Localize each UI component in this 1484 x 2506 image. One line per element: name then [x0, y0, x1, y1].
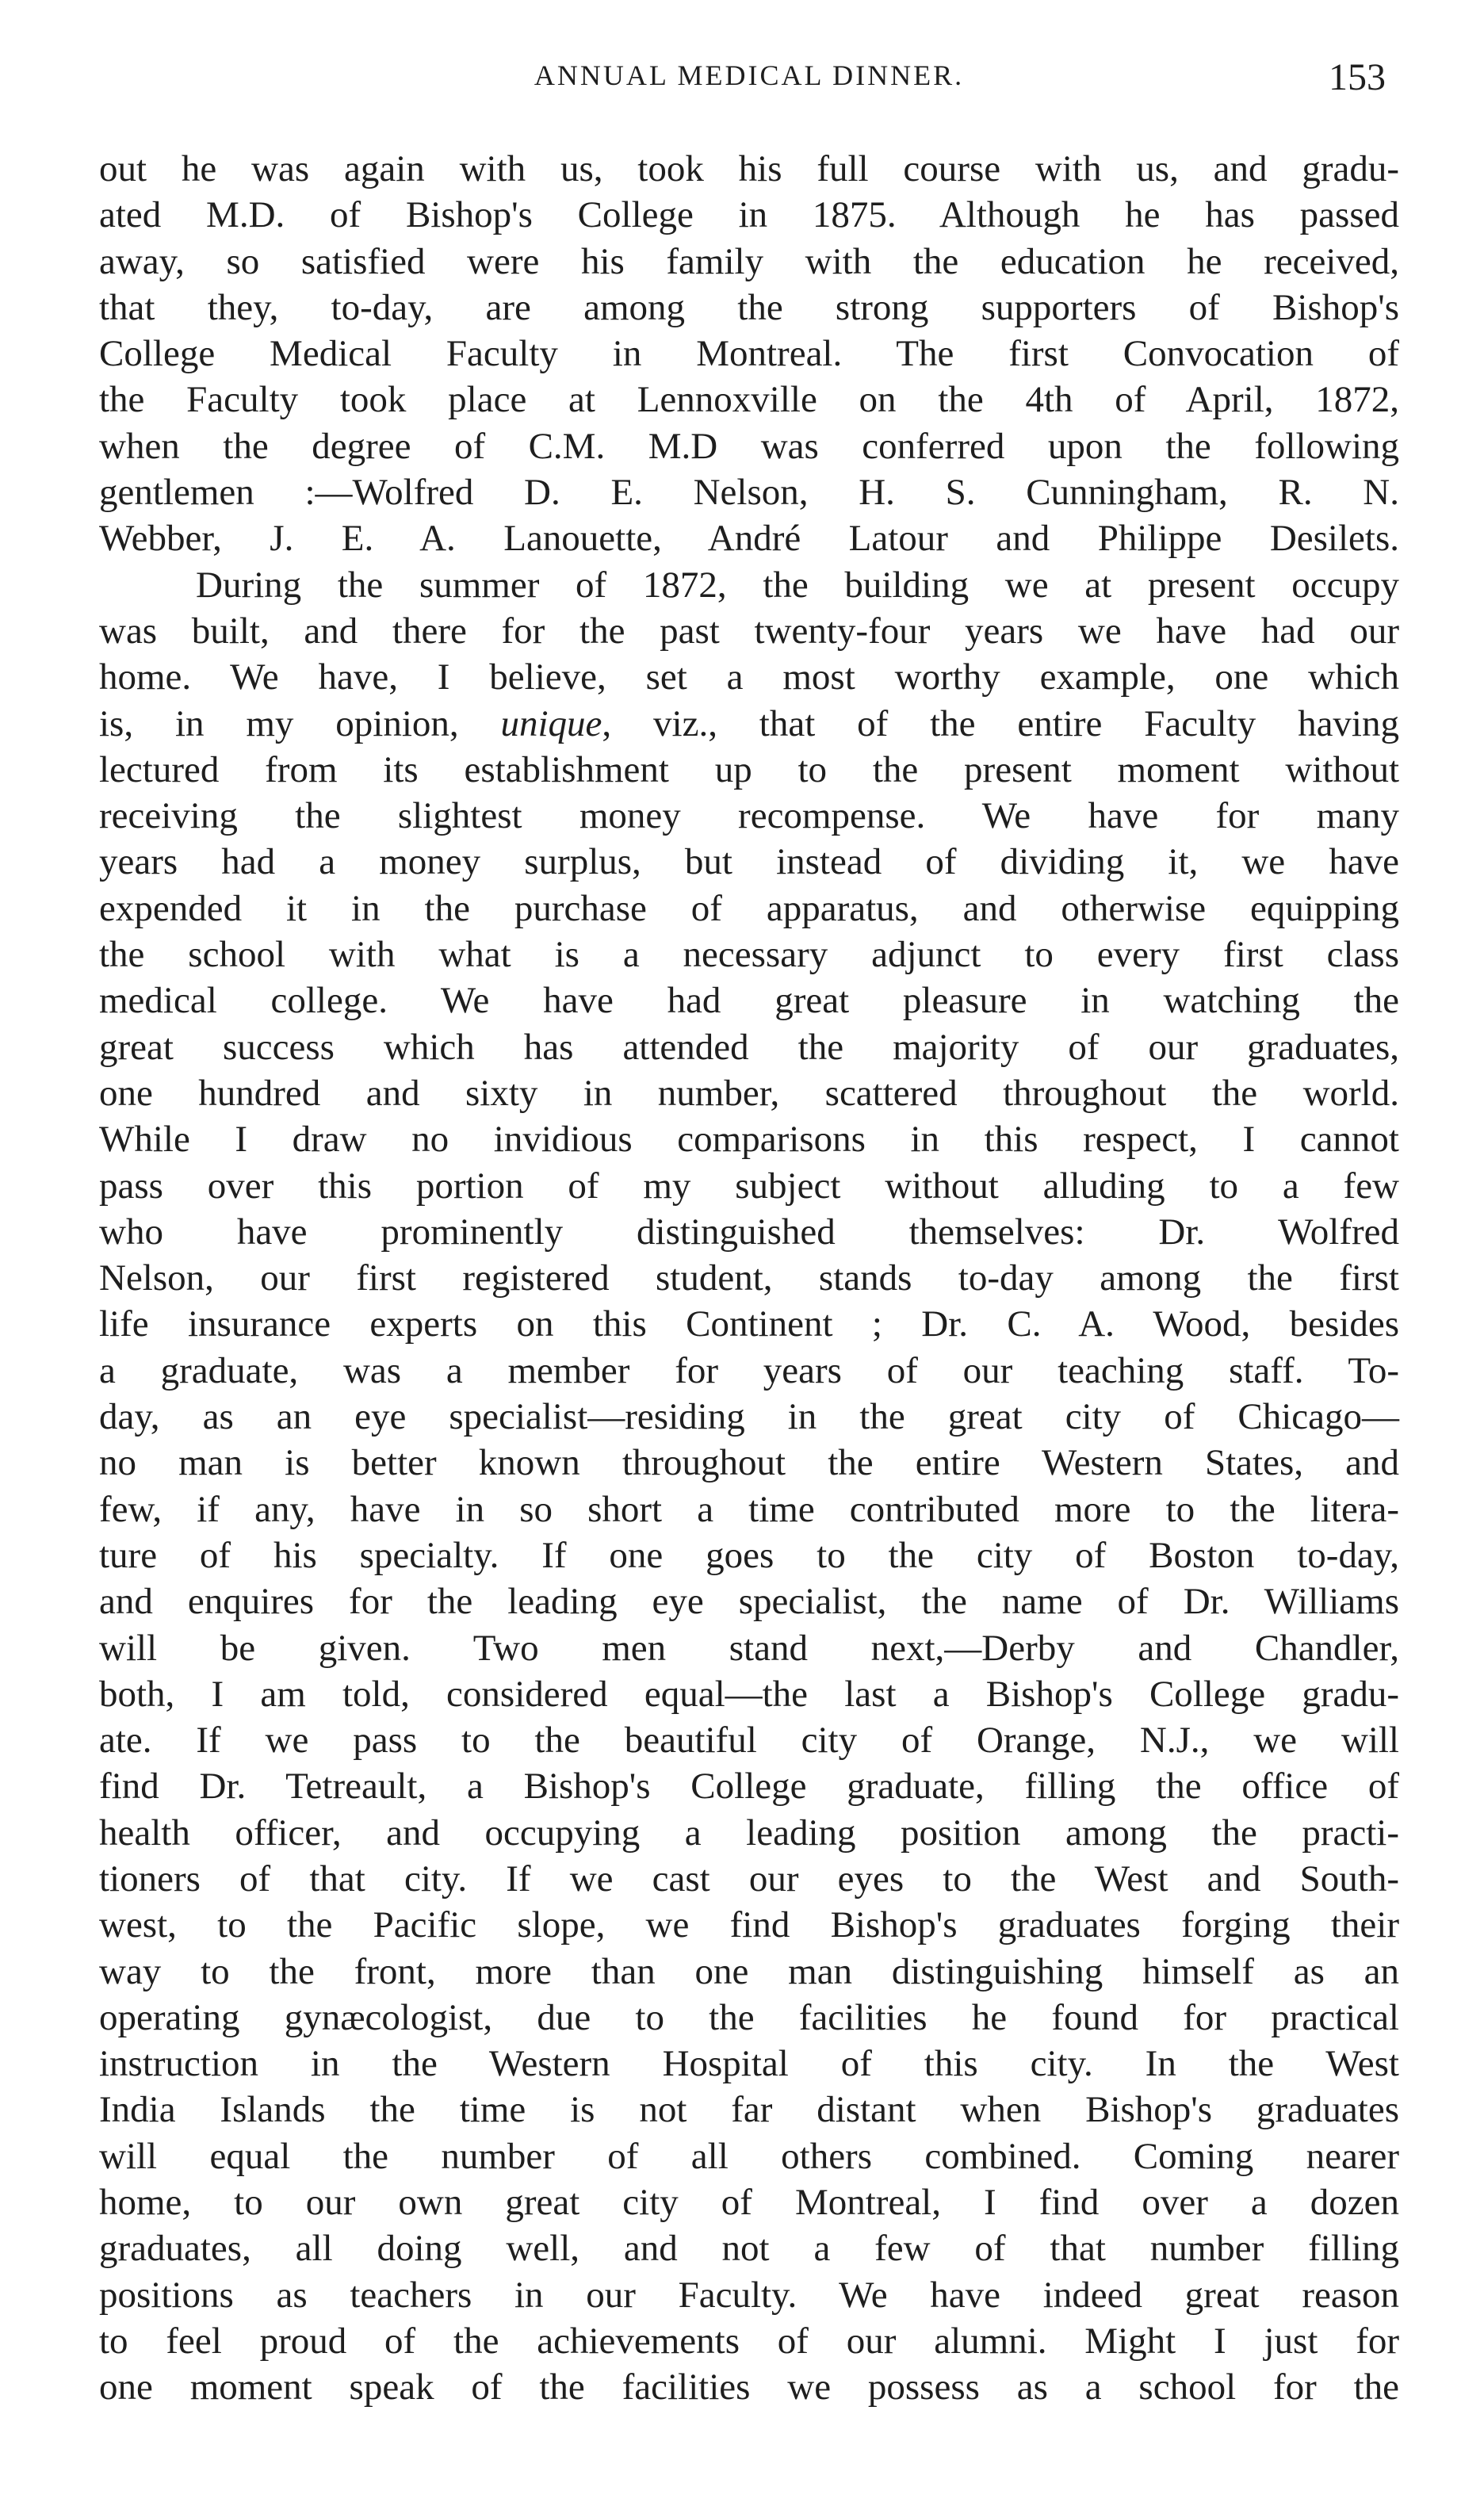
text-line: medical college. We have had great pleasure in watching the	[99, 980, 1399, 1022]
text-line: tioners of that city. If we cast our eyes to the West and South-	[99, 1858, 1399, 1900]
text-line: India Islands the time is not far distant when Bishop's graduates	[99, 2089, 1399, 2131]
text-line: positions as teachers in our Faculty. We have indeed great reason	[99, 2274, 1399, 2316]
text-line: home. We have, I believe, set a most worthy example, one which	[99, 656, 1399, 698]
text-line: west, to the Pacific slope, we find Bishop's graduates forging their	[99, 1904, 1399, 1946]
text-line: great success which has attended the majority of our graduates,	[99, 1026, 1399, 1068]
text-line: lectured from its establishment up to the present moment without	[99, 748, 1399, 790]
running-head	[103, 56, 1395, 114]
text-line: out he was again with us, took his full course with us, and gradu-	[99, 148, 1399, 189]
text-line: Webber, J. E. A. Lanouette, André Latour and Philippe Desilets.	[99, 518, 1399, 560]
text-line: receiving the slightest money recompense. We have for many	[99, 795, 1399, 837]
text-line: will equal the number of all others combined. Coming nearer	[99, 2135, 1399, 2177]
text-line: way to the front, more than one man distinguishing himself as an	[99, 1950, 1399, 1992]
text-line: away, so satisfied were his family with the education he received,	[99, 240, 1399, 282]
text-line: find Dr. Tetreault, a Bishop's College graduate, filling the office of	[99, 1766, 1399, 1808]
text-line: ture of his specialty. If one goes to the city of Boston to-day,	[99, 1534, 1399, 1576]
text-line: health officer, and occupying a leading position among the practi-	[99, 1812, 1399, 1854]
text-line: gentlemen :—Wolfred D. E. Nelson, H. S. Cunningham, R. N.	[99, 472, 1399, 514]
body-text	[99, 146, 1399, 2411]
running-title: ANNUAL MEDICAL DINNER.	[534, 59, 965, 91]
text-line: a graduate, was a member for years of our teaching staff. To-	[99, 1349, 1399, 1391]
text-line: and enquires for the leading eye specialist, the name of Dr. Williams	[99, 1581, 1399, 1623]
text-line: years had a money surplus, but instead of dividing it, we have	[99, 841, 1399, 883]
text-line: During the summer of 1872, the building we at present occupy	[196, 564, 1399, 606]
text-line: Nelson, our first registered student, stands to-day among the first	[99, 1257, 1399, 1299]
text-line: instruction in the Western Hospital of this city. In the West	[99, 2043, 1399, 2085]
text-line: the Faculty took place at Lennoxville on the 4th of April, 1872,	[99, 379, 1399, 421]
text-line: one moment speak of the facilities we possess as a school for the	[99, 2366, 1399, 2408]
text-line: one hundred and sixty in number, scattered throughout the world.	[99, 1072, 1399, 1114]
text-line: who have prominently distinguished themselves: Dr. Wolfred	[99, 1211, 1399, 1253]
text-line: ate. If we pass to the beautiful city of Orange, N.J., we will	[99, 1720, 1399, 1762]
text-line: no man is better known throughout the entire Western States, and	[99, 1442, 1399, 1484]
text-line: will be given. Two men stand next,—Derby and Chandler,	[99, 1627, 1399, 1669]
text-line: operating gynæcologist, due to the facilities he found for practical	[99, 1996, 1399, 2038]
text-line: pass over this portion of my subject without alluding to a few	[99, 1165, 1399, 1207]
text-line: the school with what is a necessary adjunct to every first class	[99, 934, 1399, 976]
text-line: both, I am told, considered equal—the last a Bishop's College gradu-	[99, 1673, 1399, 1715]
text-line: few, if any, have in so short a time contributed more to the litera-	[99, 1488, 1399, 1530]
text-line: is, in my opinion, unique, viz., that of the entire Faculty having	[99, 702, 1399, 744]
text-line: was built, and there for the past twenty-four years we have had our	[99, 610, 1399, 652]
text-line: While I draw no invidious comparisons in this respect, I cannot	[99, 1119, 1399, 1161]
text-line: when the degree of C.M. M.D was conferred upon the following	[99, 425, 1399, 467]
page-number: 153	[1329, 56, 1386, 98]
text-line: home, to our own great city of Montreal, I find over a dozen	[99, 2182, 1399, 2224]
text-line: College Medical Faculty in Montreal. The first Convocation of	[99, 333, 1399, 375]
text-line: expended it in the purchase of apparatus, and otherwise equipping	[99, 887, 1399, 929]
text-line: life insurance experts on this Continent ; Dr. C. A. Wood, besides	[99, 1303, 1399, 1345]
text-line: ated M.D. of Bishop's College in 1875. Although he has passed	[99, 194, 1399, 236]
text-line: graduates, all doing well, and not a few of that number filling	[99, 2228, 1399, 2270]
text-line: day, as an eye specialist—residing in the great city of Chicago—	[99, 1396, 1399, 1438]
text-line: to feel proud of the achievements of our alumni. Might I just for	[99, 2320, 1399, 2362]
text-line: that they, to-day, are among the strong supporters of Bishop's	[99, 286, 1399, 328]
